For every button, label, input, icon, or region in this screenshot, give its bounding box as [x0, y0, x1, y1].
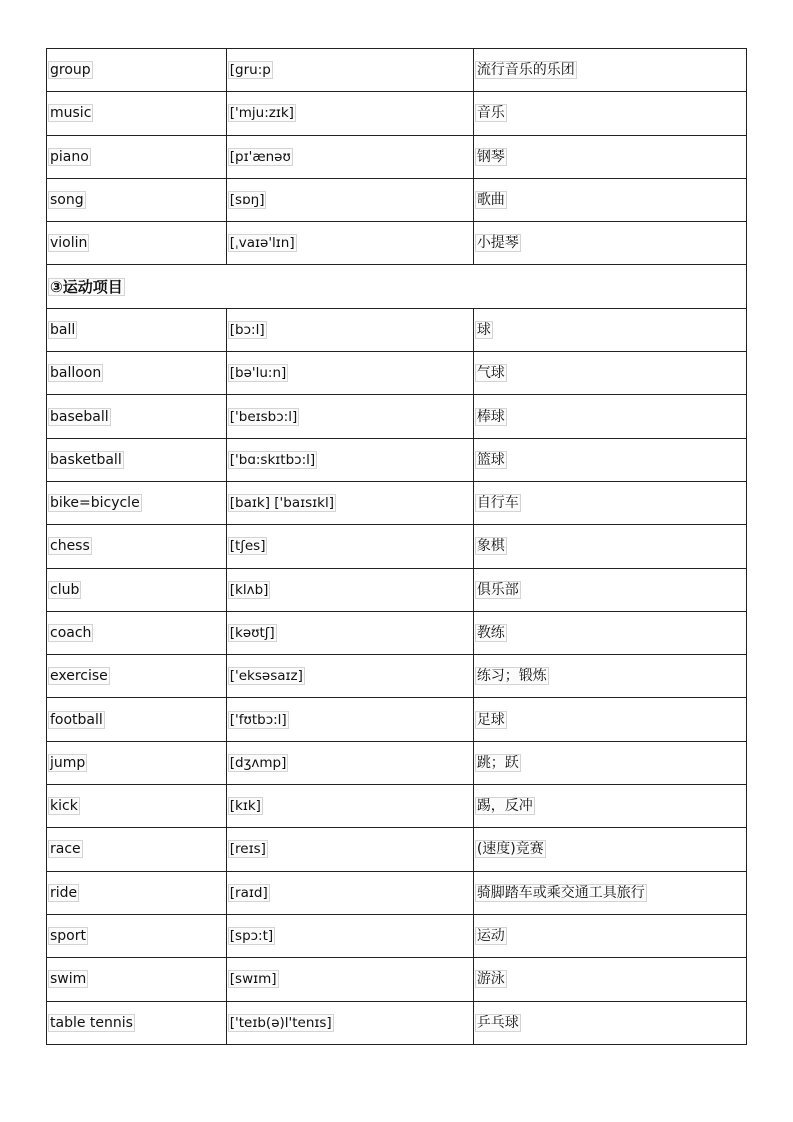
meaning-text: 游泳	[476, 971, 505, 988]
phonetic-text: ['mju:zɪk]	[229, 105, 294, 122]
meaning-cell	[473, 352, 746, 395]
meaning-cell	[473, 92, 746, 135]
phonetic-text: [bə'lu:n]	[229, 365, 287, 382]
table-row	[47, 438, 747, 481]
word-text: piano	[50, 148, 89, 165]
section-header-row	[47, 265, 747, 308]
section-title: ③运动项目	[50, 277, 123, 296]
word-cell	[47, 308, 227, 351]
meaning-cell	[473, 698, 746, 741]
table-row	[47, 178, 747, 221]
phonetic-cell	[226, 222, 473, 265]
meaning-cell	[473, 525, 746, 568]
phonetic-text: [sɒŋ]	[229, 192, 265, 209]
phonetic-cell	[226, 395, 473, 438]
table-row	[47, 698, 747, 741]
phonetic-text: [spɔ:t]	[229, 928, 274, 945]
table-row	[47, 655, 747, 698]
phonetic-cell	[226, 308, 473, 351]
table-row	[47, 1001, 747, 1044]
word-text: jump	[50, 754, 86, 771]
meaning-cell	[473, 828, 746, 871]
phonetic-cell	[226, 525, 473, 568]
meaning-text: (速度)竞赛	[476, 841, 544, 858]
table-row	[47, 568, 747, 611]
phonetic-cell	[226, 481, 473, 524]
word-text: violin	[50, 235, 88, 252]
word-text: coach	[50, 625, 92, 641]
phonetic-cell	[226, 828, 473, 871]
word-cell	[47, 438, 227, 481]
table-row	[47, 222, 747, 265]
phonetic-text: ['fʊtbɔ:l]	[229, 711, 287, 728]
table-row	[47, 785, 747, 828]
table-row	[47, 49, 747, 92]
phonetic-text: [raɪd]	[229, 884, 268, 901]
word-cell	[47, 655, 227, 698]
phonetic-text: [bɔ:l]	[229, 321, 265, 338]
meaning-cell	[473, 914, 746, 957]
phonetic-cell	[226, 785, 473, 828]
word-cell	[47, 785, 227, 828]
word-text: ball	[50, 321, 76, 338]
phonetic-cell	[226, 611, 473, 654]
table-row	[47, 741, 747, 784]
meaning-text: 自行车	[476, 495, 519, 512]
phonetic-text: [kɪk]	[229, 798, 261, 815]
phonetic-text: [tʃes]	[229, 538, 266, 555]
table-row	[47, 611, 747, 654]
meaning-text: 教练	[476, 625, 505, 641]
meaning-text: 球	[476, 321, 491, 338]
word-text: club	[50, 581, 80, 598]
phonetic-cell	[226, 655, 473, 698]
meaning-text: 足球	[476, 711, 505, 728]
word-text: kick	[50, 798, 78, 815]
word-cell	[47, 135, 227, 178]
table-row	[47, 525, 747, 568]
meaning-text: 象棋	[476, 538, 505, 555]
table-row	[47, 395, 747, 438]
word-cell	[47, 914, 227, 957]
phonetic-cell	[226, 871, 473, 914]
phonetic-text: [baɪk] ['baɪsɪkl]	[229, 495, 334, 512]
phonetic-text: [gru:p	[229, 62, 271, 79]
word-text: sport	[50, 928, 86, 945]
phonetic-text: ['beɪsbɔ:l]	[229, 408, 298, 425]
phonetic-cell	[226, 135, 473, 178]
word-cell	[47, 828, 227, 871]
meaning-text: 气球	[476, 365, 505, 382]
meaning-cell	[473, 958, 746, 1001]
word-cell	[47, 698, 227, 741]
phonetic-cell	[226, 352, 473, 395]
word-text: baseball	[50, 408, 109, 425]
phonetic-cell	[226, 698, 473, 741]
word-text: football	[50, 711, 103, 728]
meaning-cell	[473, 49, 746, 92]
table-row	[47, 481, 747, 524]
meaning-cell	[473, 871, 746, 914]
meaning-cell	[473, 135, 746, 178]
word-text: bike=bicycle	[50, 495, 140, 512]
word-text: basketball	[50, 451, 122, 468]
phonetic-text: ['eksəsaɪz]	[229, 668, 303, 685]
word-cell	[47, 741, 227, 784]
word-text: exercise	[50, 668, 108, 685]
word-text: group	[50, 62, 91, 79]
meaning-text: 俱乐部	[476, 581, 519, 598]
table-row	[47, 958, 747, 1001]
vocabulary-table	[46, 48, 747, 1045]
word-cell	[47, 1001, 227, 1044]
phonetic-text: [swɪm]	[229, 971, 277, 988]
meaning-text: 运动	[476, 928, 505, 945]
phonetic-cell	[226, 178, 473, 221]
meaning-text: 乒乓球	[476, 1014, 519, 1031]
meaning-text: 小提琴	[476, 235, 519, 252]
meaning-text: 歌曲	[476, 192, 505, 209]
phonetic-cell	[226, 568, 473, 611]
word-cell	[47, 568, 227, 611]
word-cell	[47, 871, 227, 914]
phonetic-text: [kəʊtʃ]	[229, 625, 275, 641]
vocabulary-table-body	[47, 49, 747, 1045]
word-cell	[47, 611, 227, 654]
meaning-text: 棒球	[476, 408, 505, 425]
word-cell	[47, 395, 227, 438]
meaning-cell	[473, 741, 746, 784]
table-row	[47, 871, 747, 914]
meaning-text: 钢琴	[476, 148, 505, 165]
table-row	[47, 828, 747, 871]
table-row	[47, 135, 747, 178]
phonetic-text: ['teɪb(ə)l'tenɪs]	[229, 1014, 332, 1031]
phonetic-text: [reɪs]	[229, 841, 266, 858]
table-row	[47, 92, 747, 135]
word-cell	[47, 49, 227, 92]
word-text: swim	[50, 971, 87, 988]
meaning-cell	[473, 785, 746, 828]
table-row	[47, 308, 747, 351]
meaning-text: 篮球	[476, 451, 505, 468]
word-cell	[47, 178, 227, 221]
table-row	[47, 352, 747, 395]
word-text: music	[50, 105, 92, 122]
word-text: race	[50, 841, 81, 858]
meaning-cell	[473, 1001, 746, 1044]
meaning-cell	[473, 178, 746, 221]
word-cell	[47, 92, 227, 135]
meaning-text: 音乐	[476, 105, 505, 122]
word-cell	[47, 481, 227, 524]
phonetic-text: [ˌvaɪə'lɪn]	[229, 235, 295, 252]
word-cell	[47, 222, 227, 265]
word-cell	[47, 352, 227, 395]
meaning-cell	[473, 438, 746, 481]
meaning-text: 踢，反冲	[476, 798, 533, 815]
phonetic-cell	[226, 914, 473, 957]
meaning-cell	[473, 481, 746, 524]
meaning-cell	[473, 222, 746, 265]
phonetic-text: [pɪ'ænəʊ	[229, 148, 291, 165]
meaning-text: 跳；跃	[476, 754, 519, 771]
table-row	[47, 914, 747, 957]
word-text: song	[50, 192, 84, 209]
word-text: ride	[50, 884, 78, 901]
phonetic-text: [klʌb]	[229, 581, 269, 598]
meaning-text: 流行音乐的乐团	[476, 62, 575, 79]
meaning-cell	[473, 611, 746, 654]
word-cell	[47, 958, 227, 1001]
phonetic-text: ['bɑ:skɪtbɔ:l]	[229, 451, 316, 468]
phonetic-text: [dʒʌmp]	[229, 754, 287, 771]
phonetic-cell	[226, 1001, 473, 1044]
meaning-cell	[473, 308, 746, 351]
word-text: chess	[50, 538, 90, 555]
section-header-cell	[47, 265, 747, 308]
phonetic-cell	[226, 49, 473, 92]
phonetic-cell	[226, 958, 473, 1001]
meaning-cell	[473, 655, 746, 698]
meaning-cell	[473, 568, 746, 611]
meaning-cell	[473, 395, 746, 438]
word-text: balloon	[50, 365, 102, 382]
meaning-text: 骑脚踏车或乘交通工具旅行	[476, 884, 645, 901]
phonetic-cell	[226, 92, 473, 135]
meaning-text: 练习；锻炼	[476, 668, 547, 685]
word-cell	[47, 525, 227, 568]
phonetic-cell	[226, 438, 473, 481]
word-text: table tennis	[50, 1014, 133, 1031]
phonetic-cell	[226, 741, 473, 784]
